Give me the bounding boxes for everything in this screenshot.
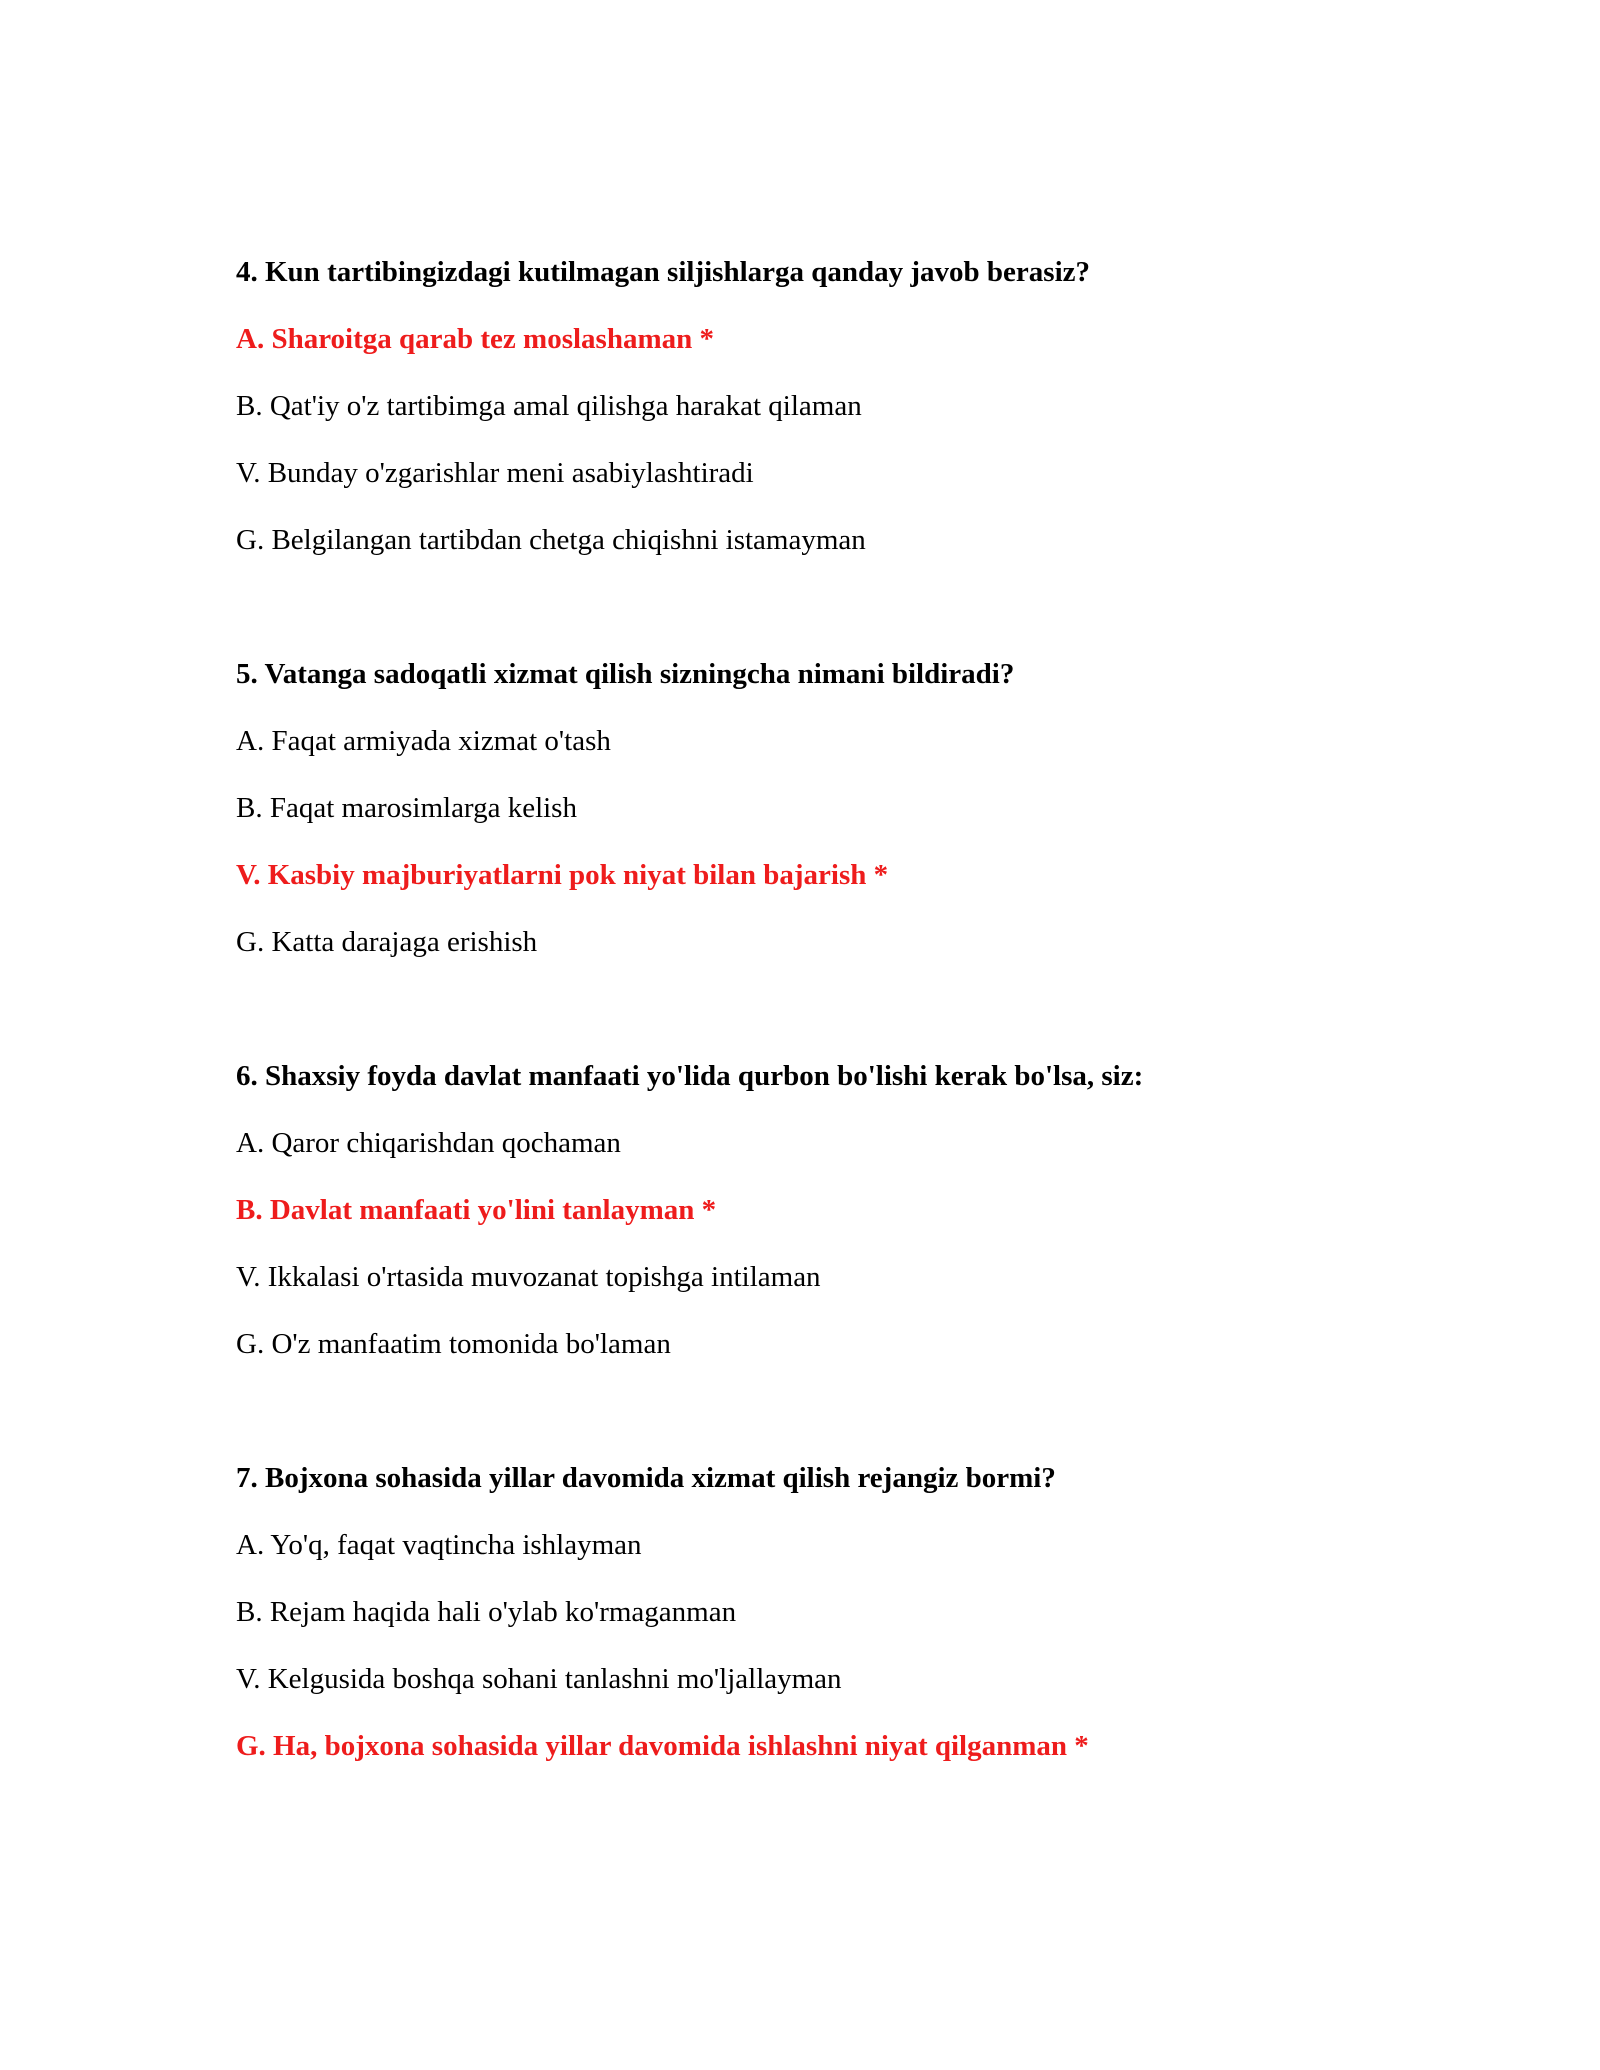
answer-option: G. Belgilangan tartibdan chetga chiqishni istamayman [236, 524, 866, 556]
answer-option: B. Qat'iy o'z tartibimga amal qilishga harakat qilaman [236, 390, 862, 422]
answer-option-correct: B. Davlat manfaati yo'lini tanlayman * [236, 1194, 717, 1226]
question-text: 7. Bojxona sohasida yillar davomida xizmat qilish rejangiz bormi? [236, 1462, 1056, 1494]
answer-option: G. Katta darajaga erishish [236, 926, 538, 958]
answer-option-correct: V. Kasbiy majburiyatlarni pok niyat bilan bajarish * [236, 859, 889, 891]
question-text: 5. Vatanga sadoqatli xizmat qilish sizningcha nimani bildiradi? [236, 658, 1015, 690]
answer-option-correct: A. Sharoitga qarab tez moslashaman * [236, 323, 714, 355]
answer-option: B. Faqat marosimlarga kelish [236, 792, 577, 824]
answer-option: A. Faqat armiyada xizmat o'tash [236, 725, 611, 757]
answer-option: V. Bunday o'zgarishlar meni asabiylashtiradi [236, 457, 754, 489]
answer-option: B. Rejam haqida hali o'ylab ko'rmaganman [236, 1596, 737, 1628]
answer-option: V. Kelgusida boshqa sohani tanlashni mo'ljallayman [236, 1663, 842, 1695]
question-text: 4. Kun tartibingizdagi kutilmagan siljishlarga qanday javob berasiz? [236, 256, 1091, 288]
question-text: 6. Shaxsiy foyda davlat manfaati yo'lida qurbon bo'lishi kerak bo'lsa, siz: [236, 1060, 1144, 1092]
answer-option: A. Qaror chiqarishdan qochaman [236, 1127, 621, 1159]
answer-option: G. O'z manfaatim tomonida bo'laman [236, 1328, 671, 1360]
answer-option: A. Yo'q, faqat vaqtincha ishlayman [236, 1529, 642, 1561]
answer-option-correct: G. Ha, bojxona sohasida yillar davomida ishlashni niyat qilganman * [236, 1730, 1089, 1762]
answer-option: V. Ikkalasi o'rtasida muvozanat topishga intilaman [236, 1261, 821, 1293]
